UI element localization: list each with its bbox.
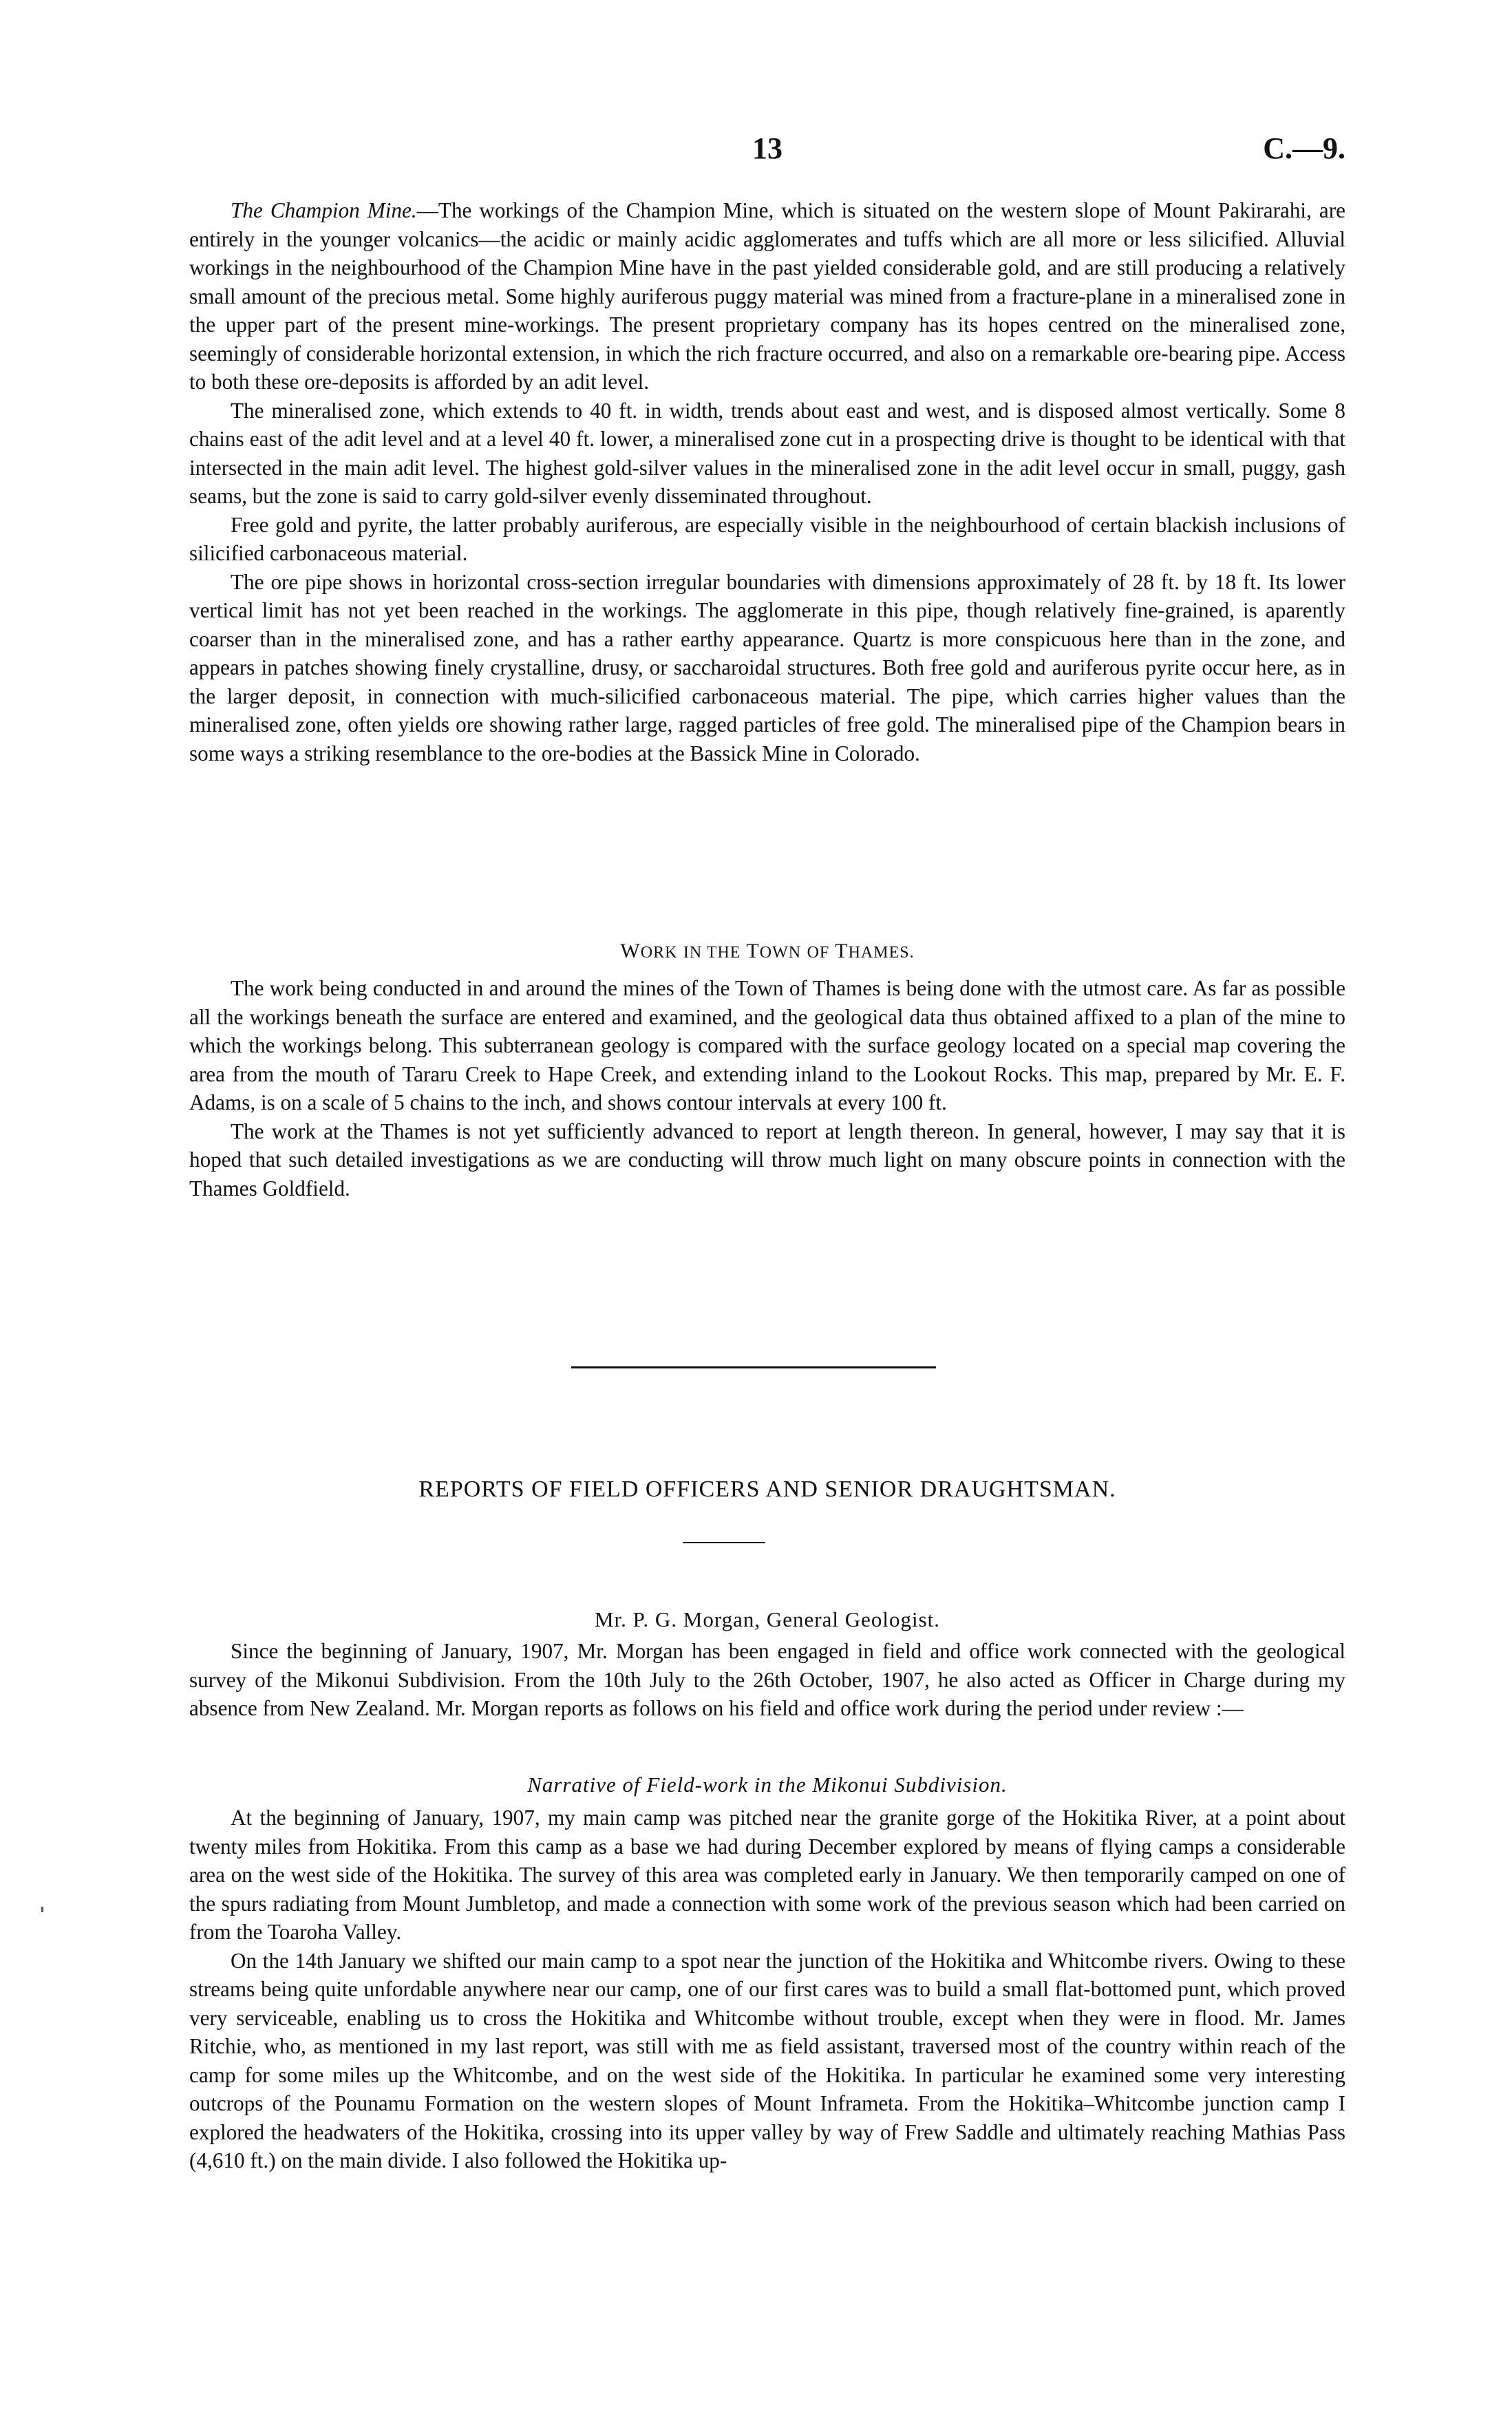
champion-paragraph-1-text: —The workings of the Champion Mine, which is situated on the western slope of Mount Pakirarahi, are entirely in the younger volcanics—the acidic or mainly acidic agglomerates and tuffs which are all more or less silicified. Alluvial workings in the neighbourhood of the Champion Mine have in the past yielded considerable gold, and are still producing a relatively small amount of the precious metal. Some highly auriferous puggy material was mined from a fracture-plane in a mineralised zone in the upper part of the present mine-workings. The present proprietary company has its hopes centred on the mineralised zone, seemingly of considerable horizontal extension, in which the rich fracture occurred, and also on a remarkable ore-bearing pipe. Access to both these ore-deposits is afforded by an adit level. [189,198,1346,394]
morgan-intro-paragraph: Since the beginning of January, 1907, Mr. Morgan has been engaged in field and office work connected with the geological survey of the Mikonui Subdivision. From the 10th July to the 26th October, 1907, he also acted as Officer in Charge during my absence from New Zealand. Mr. Morgan reports as follows on his field and office work during the period under review :— [189,1639,1345,1720]
thames-heading: WORK IN THE TOWN OF THAMES. [620,940,915,962]
document-reference: C.—9. [1263,131,1345,165]
margin-mark [41,1907,43,1912]
champion-paragraph-4: The ore pipe shows in horizontal cross-section irregular boundaries with dimensions approximately of 28 ft. by 18 ft. Its lower vertical limit has not yet been reached in the workings. The agglomerate in this pipe, though relatively fine-grained, is aparently coarser than in the mineralised zone, and has a rather earthy appearance. Quartz is more conspicuous here than in the zone, and appears in patches showing finely crystalline, drusy, or saccharoidal structures. Both free gold and auriferous pyrite occur here, as in the larger deposit, in connection with much-silicified carbonaceous material. The pipe, which carries higher values than the mineralised zone, often yields ore showing rather large, ragged particles of free gold. The mineralised pipe of the Champion bears in some ways a striking resemblance to the ore-bodies at the Bassick Mine in Colorado. [189,569,1345,765]
champion-mine-title: The Champion Mine. [231,198,417,222]
thames-paragraph-2: The work at the Thames is not yet sufficiently advanced to report at length thereon. In general, however, I may say that it is hoped that such detailed investigations as we are conducting will throw much light on many obscure points in connection with the Thames Goldfield. [189,1119,1345,1200]
champion-paragraph-1 [189,196,1345,396]
narrative-paragraph-2: On the 14th January we shifted our main camp to a spot near the junction of the Hokitika and Whitcombe rivers. Owing to these streams being quite unfordable anywhere near our camp, one of our first cares was to build a small flat-bottomed punt, which proved very serviceable, enabling us to cross the Hokitika and Whitcombe without trouble, except when they were in flood. Mr. James Ritchie, who, as mentioned in my last report, was still with me as field assistant, traversed most of the country within reach of the camp for some miles up the Whitcombe, and on the west side of the Hokitika. In particular he examined some very interesting outcrops of the Pounamu Formation on the western slopes of Mount Inframeta. From the Hokitika–Whitcombe junction camp I explored the headwaters of the Hokitika, crossing into its upper valley by way of Frew Saddle and ultimately reaching Mathias Pass (4,610 ft.) on the main divide. I also followed the Hokitika up- [189,1948,1345,2172]
champion-mine-section [189,196,1345,768]
short-divider-rule [683,1542,765,1543]
reports-heading: REPORTS OF FIELD OFFICERS AND SENIOR DRAUGHTSMAN. [418,1477,1116,1502]
section-divider-rule [571,1366,936,1368]
morgan-intro-section [189,1637,1345,1723]
narrative-paragraph-1: At the beginning of January, 1907, my main camp was pitched near the granite gorge of the Hokitika River, at a point about twenty miles from Hokitika. From this camp as a base we had during December explored by means of flying camps a considerable area on the west side of the Hokitika. The survey of this area was completed early in January. We then temporarily camped on one of the spurs radiating from Mount Jumbletop, and made a connection with some work of the previous season which had been carried on from the Toaroha Valley. [189,1806,1345,1944]
thames-paragraph-1: The work being conducted in and around the mines of the Town of Thames is being done with the utmost care. As far as possible all the workings beneath the surface are entered and examined, and the geological data thus obtained affixed to a plan of the mine to which the workings belong. This subterranean geology is compared with the surface geology located on a special map covering the area from the mouth of Tararu Creek to Hape Creek, and extending inland to the Lookout Rocks. This map, prepared by Mr. E. F. Adams, is on a scale of 5 chains to the inch, and shows contour intervals at every 100 ft. [189,976,1345,1114]
officer-heading: Mr. P. G. Morgan, General Geologist. [594,1607,941,1631]
page-header [189,131,1345,179]
narrative-section [189,1803,1345,2175]
narrative-heading: Narrative of Field-work in the Mikonui Subdivision. [527,1773,1008,1797]
champion-paragraph-3: Free gold and pyrite, the latter probably auriferous, are especially visible in the neighbourhood of certain blackish inclusions of silicified carbonaceous material. [189,512,1345,565]
champion-paragraph-2: The mineralised zone, which extends to 40 ft. in width, trends about east and west, and is disposed almost vertically. Some 8 chains east of the adit level and at a level 40 ft. lower, a mineralised zone cut in a prospecting drive is thought to be identical with that intersected in the main adit level. The highest gold-silver values in the mineralised zone in the adit level occur in small, puggy, gash seams, but the zone is said to carry gold-silver evenly disseminated throughout. [189,398,1345,508]
page-number: 13 [752,131,782,165]
thames-section [189,974,1345,1203]
